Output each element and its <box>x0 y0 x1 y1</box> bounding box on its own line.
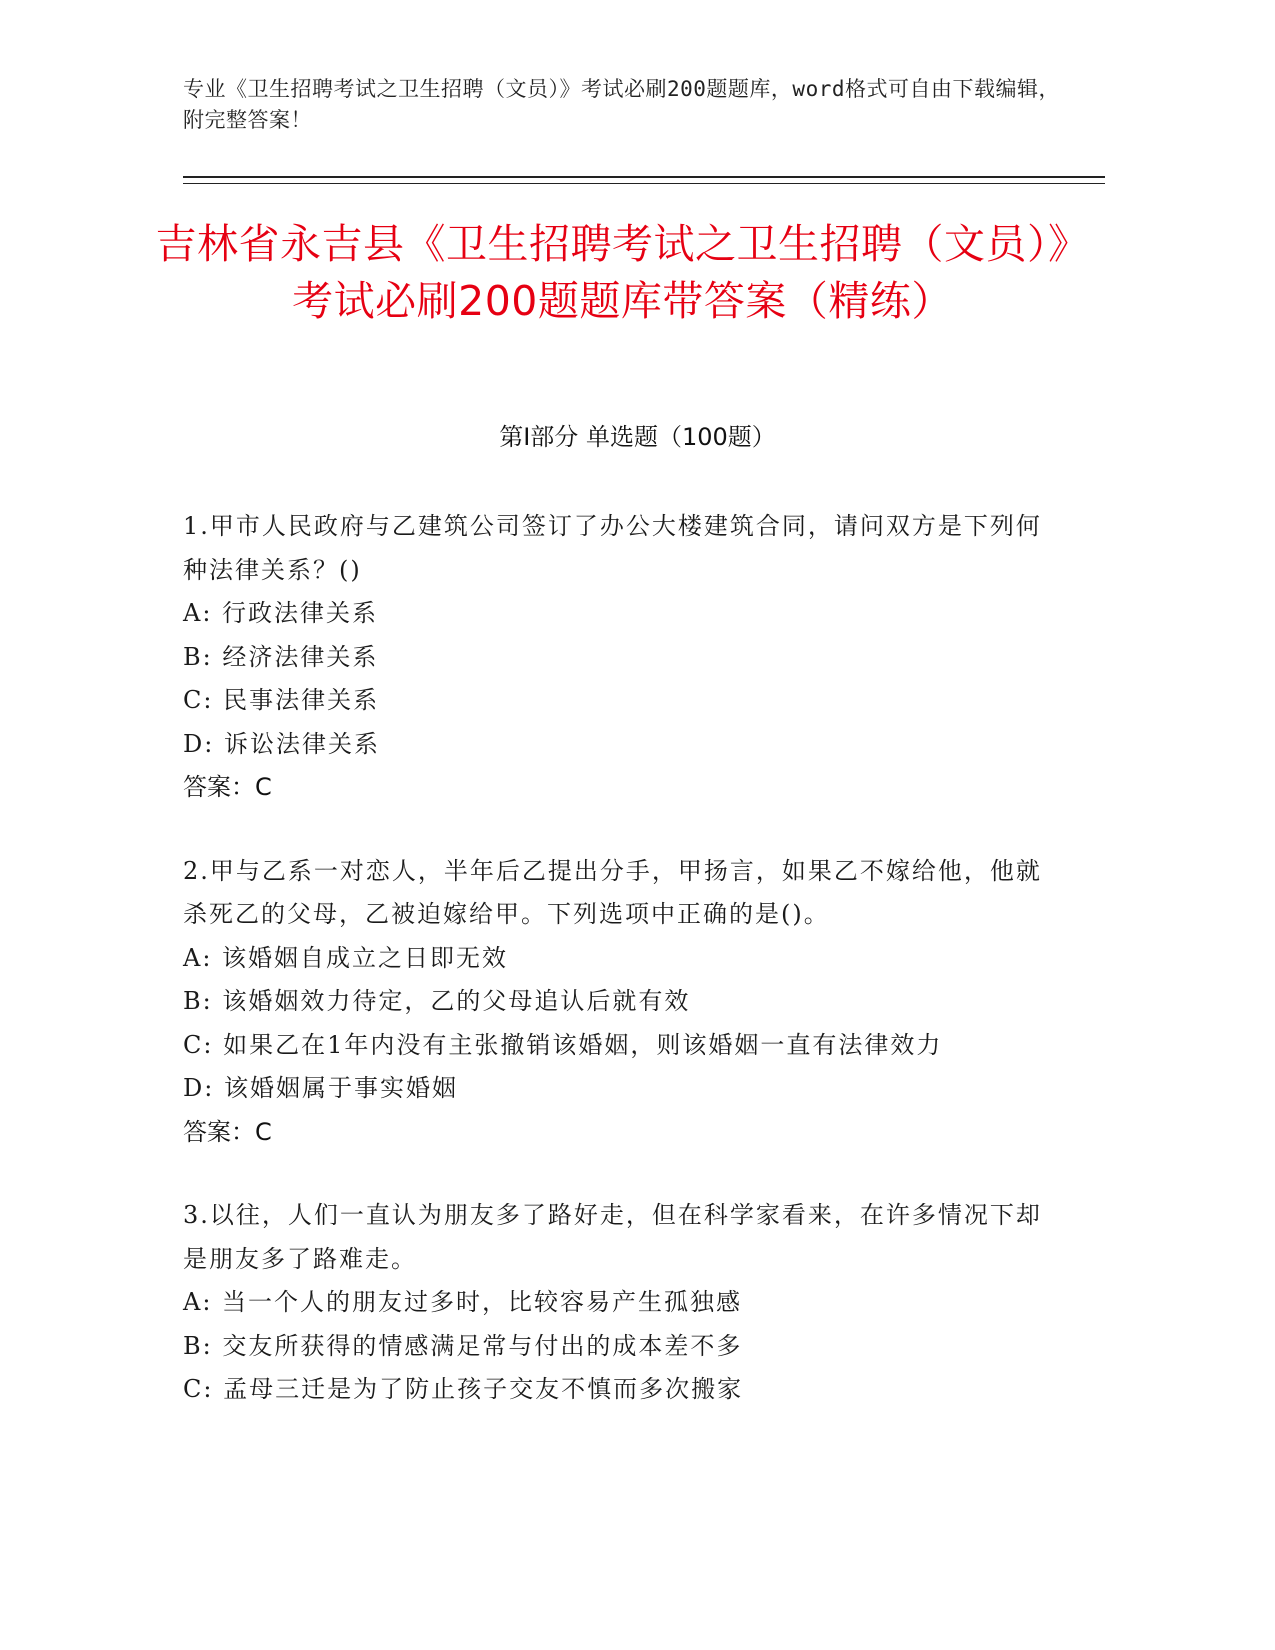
question-option-a: A: 当一个人的朋友过多时，比较容易产生孤独感 <box>183 1288 743 1316</box>
question-option-a: A: 行政法律关系 <box>183 599 379 627</box>
question-option-a: A: 该婚姻自成立之日即无效 <box>183 943 509 972</box>
section-heading: 第Ⅰ部分 单选题（100题） <box>499 423 776 451</box>
question-option-c: C: 孟母三迁是为了防止孩子交友不慎而多次搬家 <box>183 1375 744 1403</box>
question-option-c: C: 如果乙在1年内没有主张撤销该婚姻，则该婚姻一直有法律效力 <box>183 1030 943 1059</box>
question-item <box>183 850 1063 1155</box>
question-stem: 1.甲市人民政府与乙建筑公司签订了办公大楼建筑合同，请问双方是下列何种法律关系？() <box>183 512 1042 584</box>
question-answer: 答案：C <box>183 773 272 801</box>
question-list <box>183 505 1063 1452</box>
question-option-b: B: 交友所获得的情感满足常与付出的成本差不多 <box>183 1331 743 1360</box>
header-divider-thin <box>183 183 1105 184</box>
question-item <box>183 505 1063 810</box>
question-stem: 3.以往，人们一直认为朋友多了路好走，但在科学家看来，在许多情况下却是朋友多了路难走。 <box>183 1201 1042 1273</box>
question-stem: 2.甲与乙系一对恋人，半年后乙提出分手，甲扬言，如果乙不嫁给他，他就杀死乙的父母，乙被迫嫁给甲。下列选项中正确的是()。 <box>183 856 1042 928</box>
header-note: 专业《卫生招聘考试之卫生招聘（文员）》考试必刷200题题库，word格式可自由下载编辑，附完整答案！ <box>183 77 1060 132</box>
question-option-b: B: 经济法律关系 <box>183 642 379 671</box>
question-option-d: D: 诉讼法律关系 <box>183 729 380 758</box>
question-item <box>183 1194 1063 1412</box>
header-divider-thick <box>183 176 1105 178</box>
question-answer: 答案：C <box>183 1117 272 1146</box>
document-title: 吉林省永吉县《卫生招聘考试之卫生招聘（文员）》考试必刷200题题库带答案（精练） <box>155 220 1090 325</box>
question-option-c: C: 民事法律关系 <box>183 686 380 714</box>
question-option-d: D: 该婚姻属于事实婚姻 <box>183 1074 458 1102</box>
question-option-b: B: 该婚姻效力待定，乙的父母追认后就有效 <box>183 987 691 1015</box>
